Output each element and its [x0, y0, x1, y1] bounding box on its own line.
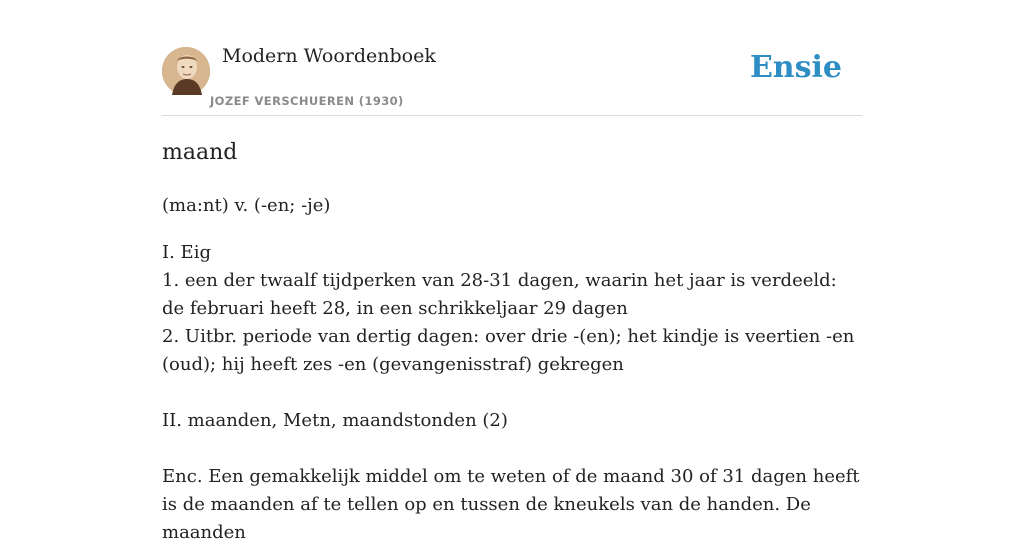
definition-line: Enc. Een gemakkelijk middel om te weten of de maand 30 of 31 dagen heeft is de maanden af te tellen op en tussen de kneukels van de handen. De maanden	[162, 466, 860, 543]
definition-line: 2. Uitbr. periode van dertig dagen: over drie -(en); het kindje is veertien -en (oud); hij heeft zes -en (gevangenisstraf) gekregen	[162, 326, 855, 375]
header	[162, 0, 862, 116]
author-avatar[interactable]	[162, 47, 210, 95]
definition-spacer	[162, 435, 862, 463]
entry-pronunciation: (ma:nt) v. (-en; -je)	[162, 195, 331, 216]
definition-line: II. maanden, Metn, maandstonden (2)	[162, 410, 508, 431]
portrait-icon	[162, 47, 210, 95]
brand-logo[interactable]: Ensie	[749, 50, 842, 85]
author-name[interactable]: JOZEF VERSCHUEREN (1930)	[210, 94, 404, 108]
definition-line: I. Eig	[162, 242, 211, 263]
book-title[interactable]: Modern Woordenboek	[222, 45, 436, 67]
definition-line: 1. een der twaalf tijdperken van 28-31 dagen, waarin het jaar is verdeeld: de februari heeft 28, in een schrikkeljaar 29 dagen	[162, 270, 837, 319]
entry-term: maand	[162, 140, 238, 165]
definition-spacer	[162, 379, 862, 407]
content-container	[162, 0, 862, 543]
entry-definition	[162, 239, 862, 547]
